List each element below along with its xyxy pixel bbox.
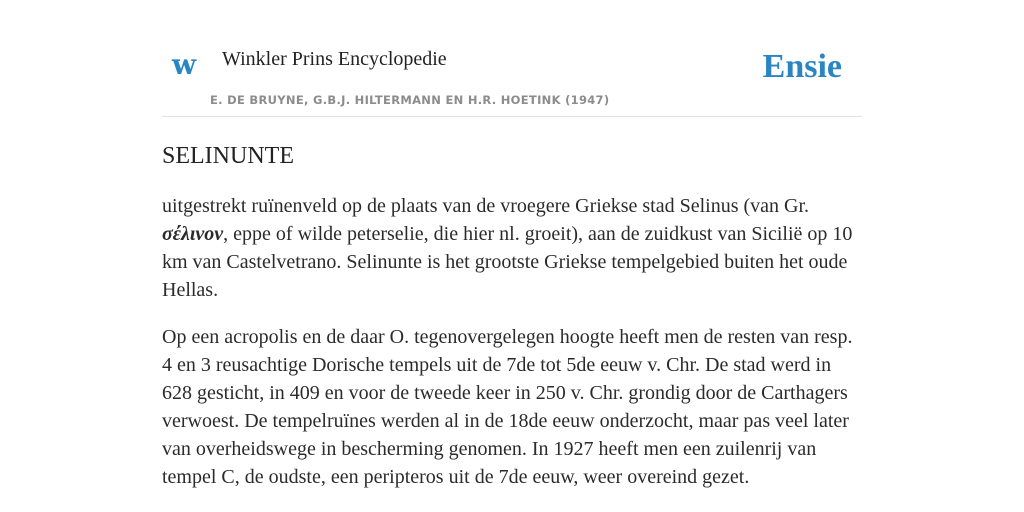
- ensie-logo[interactable]: Ensie: [762, 48, 842, 85]
- entry-title: SELINUNTE: [162, 143, 294, 169]
- paragraph-1: [162, 192, 862, 304]
- greek-word: σέλινον: [162, 223, 224, 245]
- paragraph-2: Op een acropolis en de daar O. tegenovergelegen hoogte heeft men de resten van resp. 4 en 3 reusachtige Dorische tempels uit de 7de tot 5de eeuw v. Chr. De stad werd in 628 gesticht, in 409 en voor de tweede keer in 250 v. Chr. grondig door de Carthagers verwoest. De tempelruïnes werden al in de 18de eeuw onderzocht, maar pas veel later van overheidswege in bescherming genomen. In 1927 heeft men een zuilenrij van tempel C, de oudste, een peripteros uit de 7de eeuw, weer overeind gezet.: [162, 326, 853, 488]
- paragraph-1-text-after: , eppe of wilde peterselie, die hier nl. groeit), aan de zuidkust van Sicilië op 10 km van Castelvetrano. Selinunte is het grootste Griekse tempelgebied buiten het oude Hellas.: [162, 223, 853, 301]
- article-page: [162, 0, 862, 488]
- source-authors: E. DE BRUYNE, G.B.J. HILTERMANN EN H.R. HOETINK (1947): [210, 93, 610, 107]
- source-logo[interactable]: w: [172, 48, 197, 81]
- entry-body: [162, 192, 862, 510]
- source-header: [162, 0, 862, 117]
- source-title[interactable]: Winkler Prins Encyclopedie: [222, 48, 447, 70]
- paragraph-1-text-before: uitgestrekt ruïnenveld op de plaats van de vroegere Griekse stad Selinus (van Gr.: [162, 195, 810, 217]
